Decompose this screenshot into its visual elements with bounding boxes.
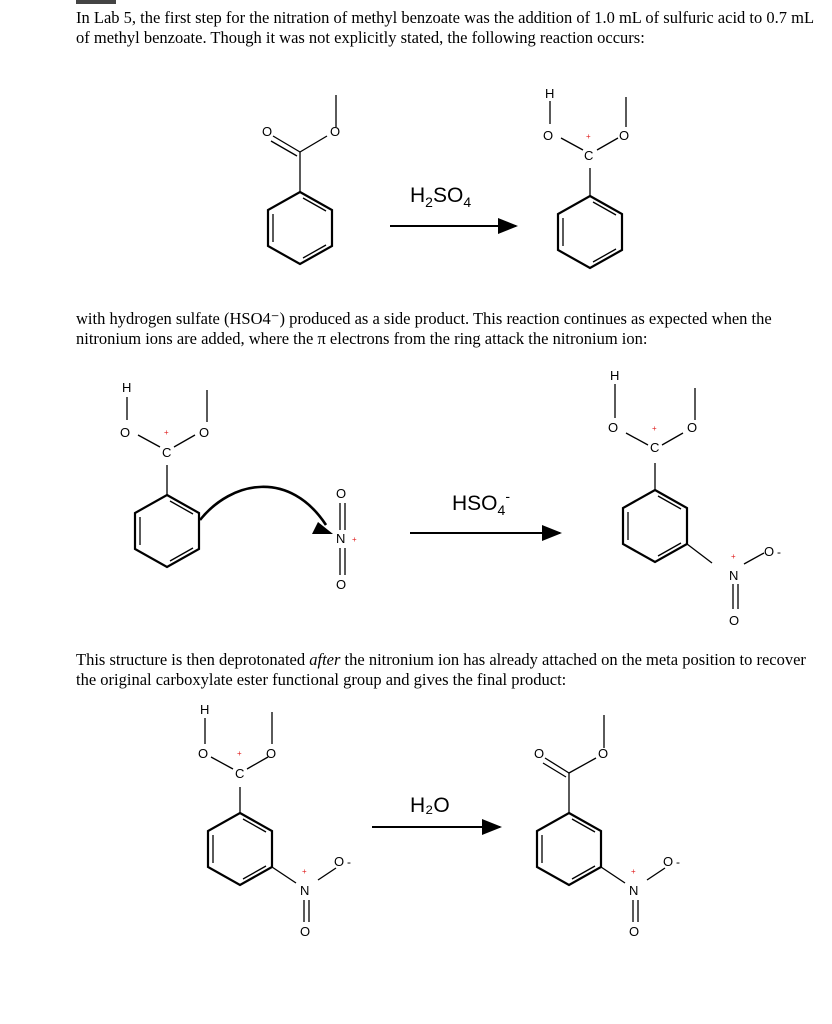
methyl-benzoate-structure: [262, 95, 340, 264]
deprotonation-text-end: the nitronium ion has already attached on the meta position to recover the original carboxylate ester functional group and gives the final product:: [76, 650, 806, 689]
atom-c-cation: C: [650, 440, 660, 455]
methyl-3-nitrobenzoate-product: [534, 715, 680, 939]
nitronium-ion: [336, 486, 357, 592]
atom-o-left: O: [120, 425, 131, 440]
charge-plus-carbon: +: [652, 424, 657, 433]
charge-plus-carbon: +: [237, 749, 242, 758]
svg-text:H2SO4: [410, 184, 471, 210]
nitrated-intermediate-reactant: [198, 702, 351, 939]
reagent-sub-2: 2: [425, 194, 433, 210]
atom-o-right: O: [619, 128, 630, 143]
atom-c-cation: C: [235, 766, 245, 781]
charge-plus: +: [586, 132, 591, 141]
atom-o-carbonyl: O: [262, 124, 273, 139]
atom-h: H: [610, 368, 620, 383]
atom-n: N: [336, 531, 346, 546]
emphasis-after: after: [309, 650, 341, 669]
charge-plus-nitrogen: +: [731, 552, 736, 561]
atom-o-nitro-double: O: [729, 613, 740, 628]
charge-minus: -: [676, 855, 680, 869]
charge-plus-nitrogen: +: [302, 867, 307, 876]
electron-arrow: [200, 487, 333, 534]
intro-paragraph: In Lab 5, the first step for the nitration of methyl benzoate was the addition of 1.0 mL of sulfuric acid to 0.7 mL of methyl benzoate. Though it was not explicitly stated, the following reaction occurs:: [76, 8, 814, 47]
nitrated-intermediate: [608, 368, 781, 628]
atom-h: H: [545, 86, 555, 101]
reagent-sub-4: 4: [497, 502, 506, 518]
atom-o-nitro-double: O: [300, 924, 311, 939]
svg-text:HSO4-: [452, 488, 510, 518]
atom-h: H: [122, 380, 132, 395]
charge-plus-nitrogen: +: [631, 867, 636, 876]
atom-o-right: O: [687, 420, 698, 435]
atom-o-ester: O: [330, 124, 341, 139]
atom-n: N: [729, 568, 739, 583]
atom-o-nitro: O: [663, 854, 674, 869]
deprotonation-text-start: This structure is then deprotonated: [76, 650, 310, 669]
reagent-hso: HSO: [452, 492, 498, 515]
atom-c-cation: C: [584, 148, 594, 163]
atom-c-cation: C: [162, 445, 172, 460]
charge-minus: -: [777, 545, 781, 559]
protonated-ester-reactant: [120, 380, 209, 567]
reagent-so: SO: [432, 184, 464, 207]
atom-o-carbonyl: O: [534, 746, 545, 761]
atom-h: H: [200, 702, 210, 717]
atom-o-left: O: [608, 420, 619, 435]
reagent-h: H: [410, 184, 426, 207]
charge-minus: -: [347, 855, 351, 869]
side-product-paragraph: with hydrogen sulfate (HSO4⁻) produced as a side product. This reaction continues as expected when the nitronium ions are added, where the π electrons from the ring attack the nitronium ion:: [76, 309, 772, 348]
atom-n: N: [629, 883, 639, 898]
reagent-minus: -: [505, 488, 510, 504]
atom-o-left: O: [198, 746, 209, 761]
atom-o-right: O: [199, 425, 210, 440]
atom-n: N: [300, 883, 310, 898]
charge-plus: +: [352, 535, 357, 544]
atom-o-nitro: O: [334, 854, 345, 869]
atom-o-nitro: O: [764, 544, 775, 559]
reagent-hso4: [410, 488, 560, 533]
atom-o-right: O: [266, 746, 277, 761]
atom-o-top: O: [336, 486, 347, 501]
reagent-h2o: H₂O: [410, 794, 450, 817]
reagent-h2so4: [390, 184, 516, 226]
reagent-sub-4: 4: [463, 194, 472, 210]
atom-o-left: O: [543, 128, 554, 143]
protonated-ester-structure: [543, 86, 629, 268]
reagent-water: [372, 794, 500, 827]
atom-o-ester: O: [598, 746, 609, 761]
charge-plus: +: [164, 428, 169, 437]
atom-o-bottom: O: [336, 577, 347, 592]
atom-o-nitro-double: O: [629, 924, 640, 939]
